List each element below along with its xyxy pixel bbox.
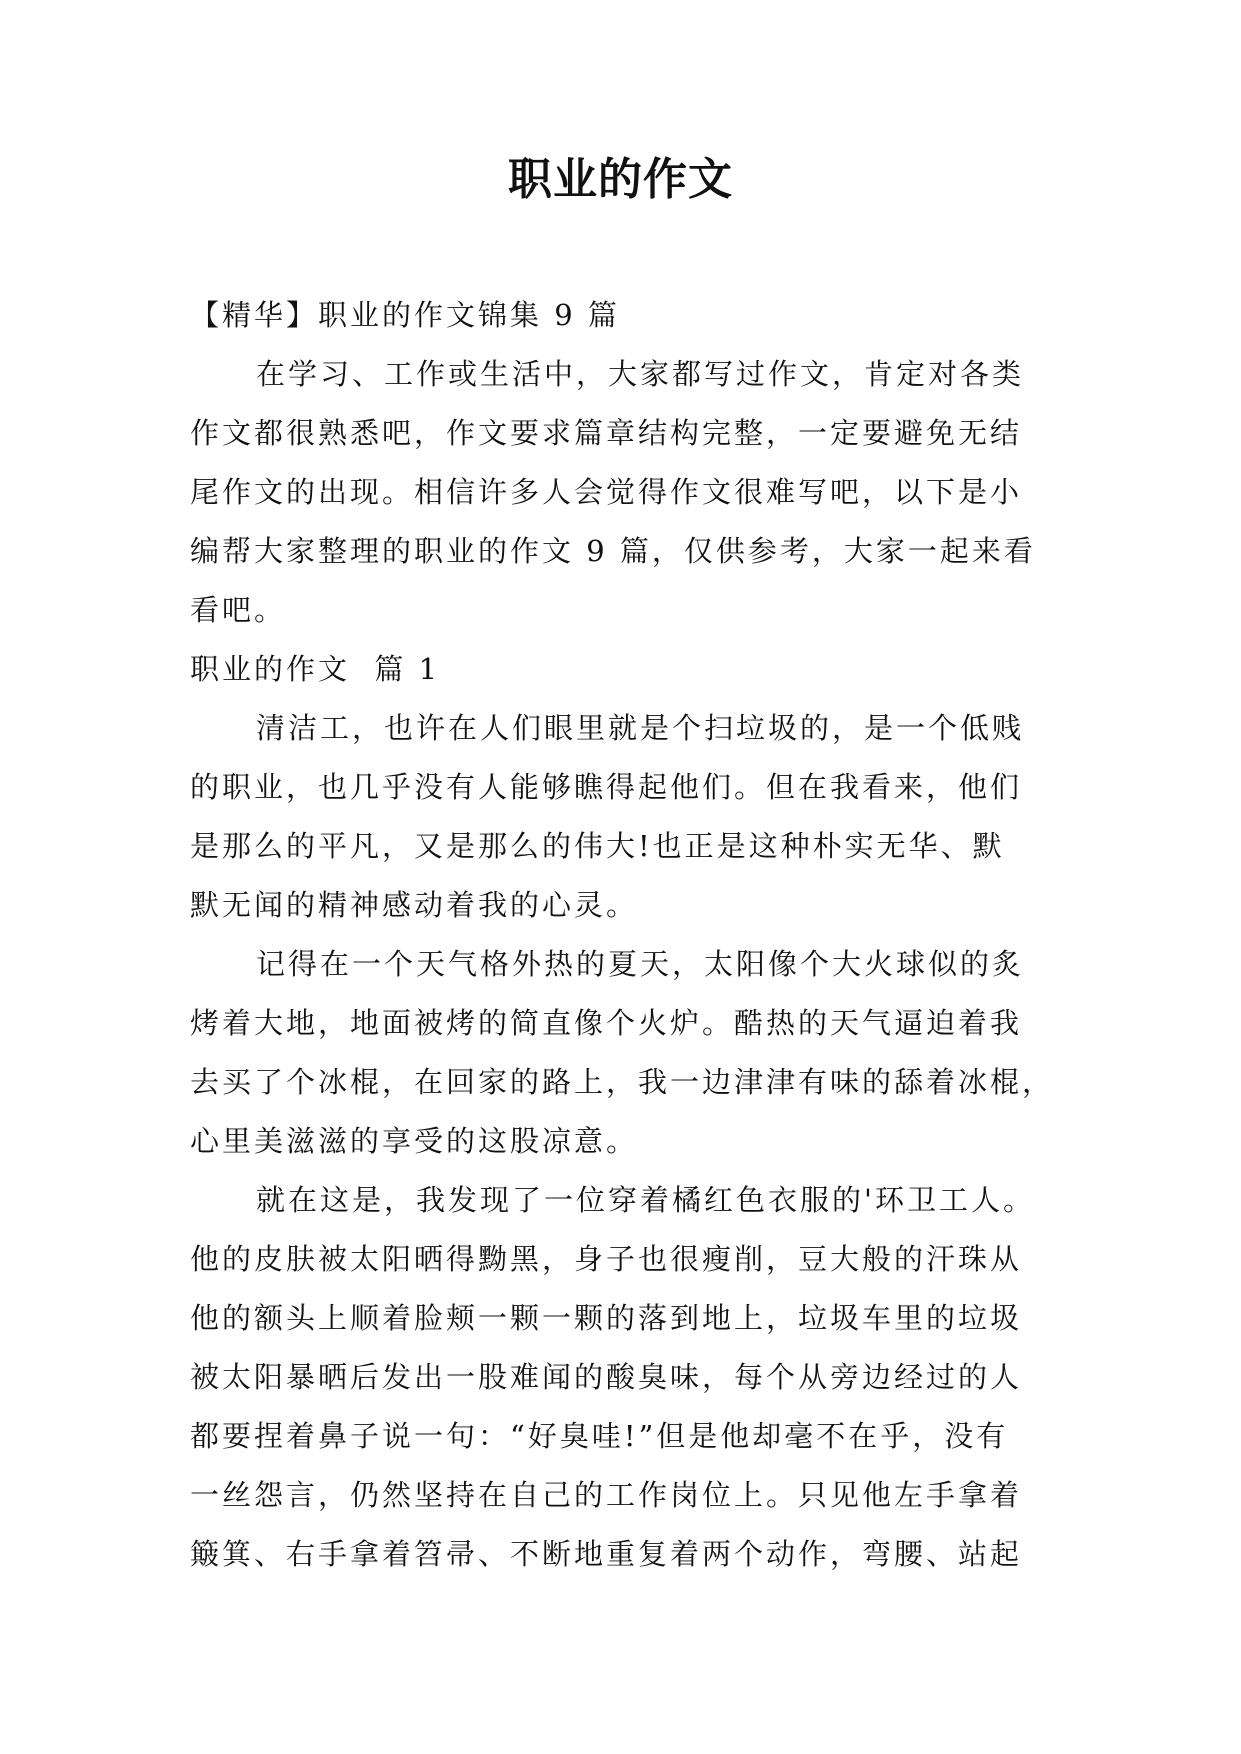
- subtitle: 【精华】职业的作文锦集 9 篇: [190, 298, 620, 332]
- section-heading: 职业的作文 篇 1: [190, 652, 441, 686]
- intro-line: 看吧。: [190, 593, 287, 627]
- paragraph-line: 记得在一个天气格外热的夏天，太阳像个大火球似的炙: [256, 947, 1025, 981]
- paragraph-line: 被太阳暴晒后发出一股难闻的酸臭味，每个从旁边经过的人: [190, 1360, 1023, 1394]
- intro-line: 尾作文的出现。相信许多人会觉得作文很难写吧，以下是小: [190, 475, 1023, 509]
- paragraph-line: 簸箕、右手拿着笤帚、不断地重复着两个动作，弯腰、站起: [190, 1537, 1023, 1571]
- paragraph-line: 他的额头上顺着脸颊一颗一颗的落到地上，垃圾车里的垃圾: [190, 1301, 1023, 1335]
- paragraph-line: 都要捏着鼻子说一句：“好臭哇!”但是他却毫不在乎，没有: [190, 1419, 1009, 1453]
- intro-line: 作文都很熟悉吧，作文要求篇章结构完整，一定要避免无结: [190, 416, 1023, 450]
- paragraph-line: 是那么的平凡，又是那么的伟大!也正是这种朴实无华、默: [190, 829, 1005, 863]
- intro-line: 编帮大家整理的职业的作文 9 篇，仅供参考，大家一起来看: [190, 534, 1036, 568]
- paragraph-line: 去买了个冰棍，在回家的路上，我一边津津有味的舔着冰棍，: [190, 1065, 1055, 1099]
- paragraph-line: 一丝怨言，仍然坚持在自己的工作岗位上。只见他左手拿着: [190, 1478, 1023, 1512]
- paragraph-line: 就在这是，我发现了一位穿着橘红色衣服的'环卫工人。: [256, 1183, 1035, 1217]
- paragraph-line: 他的皮肤被太阳晒得黝黑，身子也很瘦削，豆大般的汗珠从: [190, 1242, 1023, 1276]
- paragraph-line: 默无闻的精神感动着我的心灵。: [190, 888, 639, 922]
- paragraph-line: 的职业，也几乎没有人能够瞧得起他们。但在我看来，他们: [190, 770, 1023, 804]
- paragraph-line: 烤着大地，地面被烤的简直像个火炉。酷热的天气逼迫着我: [190, 1006, 1023, 1040]
- page-title: 职业的作文: [508, 154, 733, 205]
- paragraph-line: 心里美滋滋的享受的这股凉意。: [190, 1124, 639, 1158]
- document-body: [190, 286, 1070, 1584]
- intro-line: 在学习、工作或生活中，大家都写过作文，肯定对各类: [256, 357, 1025, 391]
- paragraph-line: 清洁工，也许在人们眼里就是个扫垃圾的，是一个低贱: [256, 711, 1025, 745]
